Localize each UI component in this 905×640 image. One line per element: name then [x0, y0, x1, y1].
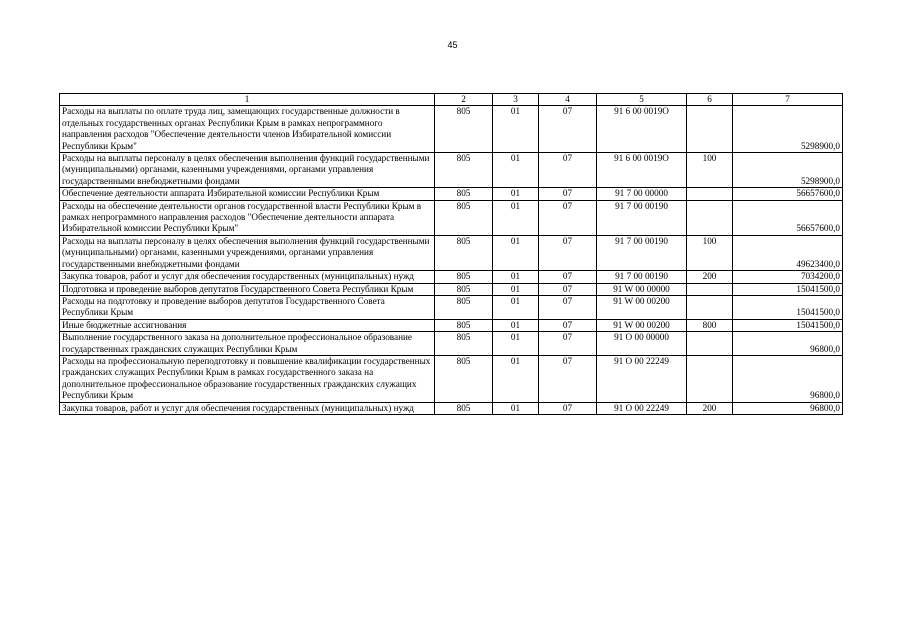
- page-number: 45: [447, 40, 458, 50]
- budget-table: [59, 93, 843, 415]
- table-row: [60, 355, 843, 402]
- row-expense-type-cell: [687, 295, 733, 319]
- row-name-cell: Закупка товаров, работ и услуг для обеспечения государственных (муниципальных) нужд: [60, 402, 435, 414]
- row-section-cell: 01: [493, 200, 539, 235]
- row-amount-cell: 96800,0: [733, 332, 843, 356]
- row-target-article-cell: 91 7 00 00000: [597, 188, 687, 200]
- row-subsection-cell: 07: [539, 153, 597, 188]
- header-cell-2: 2: [435, 94, 493, 106]
- row-subsection-cell: 07: [539, 235, 597, 270]
- row-target-article-cell: 91 7 00 00190: [597, 271, 687, 283]
- table-row: [60, 271, 843, 283]
- row-name-cell: Расходы на выплаты персоналу в целях обеспечения выполнения функций государственными (муниципальными) органами, казенными учреждениями, органами управления государственными внебюджетными фондами: [60, 235, 435, 270]
- table-row: [60, 295, 843, 319]
- row-amount-cell: 49623400,0: [733, 235, 843, 270]
- header-cell-3: 3: [493, 94, 539, 106]
- row-target-article-cell: 91 О 00 22249: [597, 355, 687, 402]
- row-section-cell: 01: [493, 188, 539, 200]
- row-subsection-cell: 07: [539, 319, 597, 331]
- header-cell-4: 4: [539, 94, 597, 106]
- header-cell-6: 6: [687, 94, 733, 106]
- row-expense-type-cell: 200: [687, 402, 733, 414]
- row-name-cell: Расходы на профессиональную переподготовку и повышение квалификации государственных гражданских служащих Республики Крым в рамках государственного заказа на дополнительное профессиональное образование государственных гражданских служащих Республики Крым: [60, 355, 435, 402]
- header-cell-1: 1: [60, 94, 435, 106]
- row-target-article-cell: 91 О 00 22249: [597, 402, 687, 414]
- row-ministry-code-cell: 805: [435, 153, 493, 188]
- row-ministry-code-cell: 805: [435, 332, 493, 356]
- table-row: [60, 200, 843, 235]
- row-subsection-cell: 07: [539, 402, 597, 414]
- table-row: [60, 188, 843, 200]
- row-name-cell: Расходы на выплаты по оплате труда лиц, замещающих государственные должности в отдельных государственных органах Республики Крым в рамках непрограммного направления расходов "Обеспечение деятельности членов Избирательной комиссии Республики Крым": [60, 106, 435, 153]
- row-amount-cell: 15041500,0: [733, 295, 843, 319]
- row-target-article-cell: 91 7 00 00190: [597, 200, 687, 235]
- row-expense-type-cell: 200: [687, 271, 733, 283]
- row-target-article-cell: 91 W 00 00200: [597, 295, 687, 319]
- row-ministry-code-cell: 805: [435, 271, 493, 283]
- row-name-cell: Расходы на подготовку и проведение выборов депутатов Государственного Совета Республики Крым: [60, 295, 435, 319]
- row-section-cell: 01: [493, 332, 539, 356]
- row-ministry-code-cell: 805: [435, 283, 493, 295]
- row-subsection-cell: 07: [539, 332, 597, 356]
- row-target-article-cell: 91 6 00 0019О: [597, 153, 687, 188]
- row-subsection-cell: 07: [539, 295, 597, 319]
- row-amount-cell: 56657600,0: [733, 188, 843, 200]
- row-section-cell: 01: [493, 319, 539, 331]
- row-section-cell: 01: [493, 295, 539, 319]
- row-ministry-code-cell: 805: [435, 200, 493, 235]
- row-subsection-cell: 07: [539, 283, 597, 295]
- row-ministry-code-cell: 805: [435, 188, 493, 200]
- row-ministry-code-cell: 805: [435, 319, 493, 331]
- table-row: [60, 106, 843, 153]
- row-section-cell: 01: [493, 283, 539, 295]
- row-ministry-code-cell: 805: [435, 106, 493, 153]
- row-expense-type-cell: [687, 106, 733, 153]
- row-name-cell: Подготовка и проведение выборов депутатов Государственного Совета Республики Крым: [60, 283, 435, 295]
- row-subsection-cell: 07: [539, 200, 597, 235]
- row-amount-cell: 56657600,0: [733, 200, 843, 235]
- row-name-cell: Расходы на обеспечение деятельности органов государственной власти Республики Крым в рамках непрограммного направления расходов "Обеспечение деятельности аппарата Избирательной комиссии Республики Крым": [60, 200, 435, 235]
- row-subsection-cell: 07: [539, 106, 597, 153]
- header-cell-7: 7: [733, 94, 843, 106]
- row-expense-type-cell: [687, 200, 733, 235]
- row-subsection-cell: 07: [539, 355, 597, 402]
- row-expense-type-cell: [687, 355, 733, 402]
- row-expense-type-cell: 100: [687, 235, 733, 270]
- row-target-article-cell: 91 W 00 00200: [597, 319, 687, 331]
- row-amount-cell: 15041500,0: [733, 319, 843, 331]
- table-row: [60, 402, 843, 414]
- row-target-article-cell: 91 О 00 00000: [597, 332, 687, 356]
- row-section-cell: 01: [493, 235, 539, 270]
- header-cell-5: 5: [597, 94, 687, 106]
- row-expense-type-cell: [687, 332, 733, 356]
- row-ministry-code-cell: 805: [435, 402, 493, 414]
- row-section-cell: 01: [493, 153, 539, 188]
- row-name-cell: Выполнение государственного заказа на дополнительное профессиональное образование государственных гражданских служащих Республики Крым: [60, 332, 435, 356]
- row-subsection-cell: 07: [539, 271, 597, 283]
- row-section-cell: 01: [493, 355, 539, 402]
- row-target-article-cell: 91 6 00 0019О: [597, 106, 687, 153]
- row-target-article-cell: 91 W 00 00000: [597, 283, 687, 295]
- table-body: [60, 94, 843, 415]
- row-name-cell: Иные бюджетные ассигнования: [60, 319, 435, 331]
- row-amount-cell: 5298900,0: [733, 153, 843, 188]
- table-row: [60, 332, 843, 356]
- row-expense-type-cell: [687, 188, 733, 200]
- row-name-cell: Закупка товаров, работ и услуг для обеспечения государственных (муниципальных) нужд: [60, 271, 435, 283]
- row-section-cell: 01: [493, 271, 539, 283]
- table-row: [60, 319, 843, 331]
- row-name-cell: Расходы на выплаты персоналу в целях обеспечения выполнения функций государственными (муниципальными) органами, казенными учреждениями, органами управления государственными внебюджетными фондами: [60, 153, 435, 188]
- row-ministry-code-cell: 805: [435, 295, 493, 319]
- row-section-cell: 01: [493, 106, 539, 153]
- row-expense-type-cell: [687, 283, 733, 295]
- row-subsection-cell: 07: [539, 188, 597, 200]
- row-expense-type-cell: 100: [687, 153, 733, 188]
- row-expense-type-cell: 800: [687, 319, 733, 331]
- table-row: [60, 283, 843, 295]
- row-target-article-cell: 91 7 00 00190: [597, 235, 687, 270]
- row-ministry-code-cell: 805: [435, 235, 493, 270]
- row-amount-cell: 96800,0: [733, 355, 843, 402]
- table-row: [60, 235, 843, 270]
- row-section-cell: 01: [493, 402, 539, 414]
- row-amount-cell: 5298900,0: [733, 106, 843, 153]
- row-amount-cell: 7034200,0: [733, 271, 843, 283]
- row-amount-cell: 96800,0: [733, 402, 843, 414]
- row-amount-cell: 15041500,0: [733, 283, 843, 295]
- row-ministry-code-cell: 805: [435, 355, 493, 402]
- table-header-row: [60, 94, 843, 106]
- row-name-cell: Обеспечение деятельности аппарата Избирательной комиссии Республики Крым: [60, 188, 435, 200]
- table-row: [60, 153, 843, 188]
